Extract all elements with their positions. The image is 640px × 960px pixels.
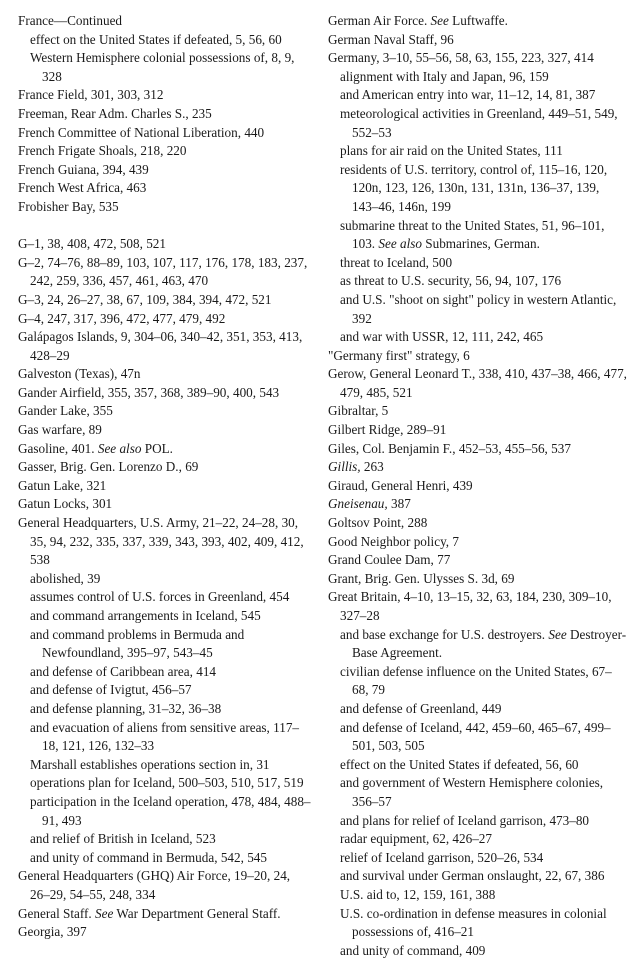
index-subentry: [18, 719, 312, 756]
index-subentry: [328, 291, 628, 328]
entry-text: alignment with Italy and Japan, 96, 159: [340, 68, 549, 84]
index-entry: [18, 384, 312, 403]
index-subentry: [328, 905, 628, 942]
index-subentry: [328, 774, 628, 811]
entry-text: Gasser, Brig. Gen. Lorenzo D., 69: [18, 459, 199, 475]
see-reference: See: [430, 13, 449, 28]
index-entry: [18, 867, 312, 904]
entry-text: relief of Iceland garrison, 520–26, 534: [340, 849, 544, 865]
entry-text: Grant, Brig. Gen. Ulysses S. 3d, 69: [328, 570, 515, 586]
index-entry: [328, 402, 628, 421]
index-entry: [18, 402, 312, 421]
index-entry: [328, 533, 628, 552]
index-subentry: [18, 700, 312, 719]
entry-text: and unity of command, 409: [340, 942, 486, 958]
index-entry: [328, 365, 628, 402]
index-entry: [18, 458, 312, 477]
entry-text: France—Continued: [18, 13, 123, 28]
index-entry: [328, 570, 628, 589]
entry-text: Great Britain, 4–10, 13–15, 32, 63, 184, 230, 309–10, 327–28: [328, 589, 612, 623]
index-subentry: [328, 626, 628, 663]
index-subentry: [18, 626, 312, 663]
index-entry: [328, 12, 628, 31]
index-subentry: [328, 105, 628, 142]
index-entry: [18, 923, 312, 942]
entry-text: Gerow, General Leonard T., 338, 410, 437–38, 466, 477, 479, 485, 521: [328, 366, 627, 400]
entry-text: and relief of British in Iceland, 523: [30, 831, 216, 847]
index-entry: [328, 514, 628, 533]
index-subentry: [328, 812, 628, 831]
entry-text: and command problems in Bermuda and Newfoundland, 395–97, 543–45: [30, 626, 245, 661]
entry-text: Good Neighbor policy, 7: [328, 533, 459, 549]
index-entry: [328, 495, 628, 514]
entry-text: Gander Lake, 355: [18, 403, 113, 419]
entry-text: Giles, Col. Benjamin F., 452–53, 455–56, 537: [328, 440, 571, 456]
entry-text-continued: Submarines, German.: [421, 236, 540, 252]
index-subentry: [18, 588, 312, 607]
index-entry: [328, 347, 628, 366]
entry-text: French Frigate Shoals, 218, 220: [18, 143, 187, 159]
entry-text: G–2, 74–76, 88–89, 103, 107, 117, 176, 178, 183, 237, 242, 259, 336, 457, 461, 463, 470: [18, 254, 308, 289]
index-subentry: [328, 328, 628, 347]
entry-text: Galápagos Islands, 9, 304–06, 340–42, 351, 353, 413, 428–29: [18, 329, 303, 363]
index-subentry: [328, 663, 628, 700]
index-entry: [328, 440, 628, 459]
index-subentry: [328, 161, 628, 217]
entry-text: Gas warfare, 89: [18, 422, 102, 438]
index-entry: [18, 161, 312, 180]
entry-text: French Guiana, 394, 439: [18, 161, 149, 177]
entry-text: radar equipment, 62, 426–27: [340, 831, 492, 847]
index-subentry: [328, 272, 628, 291]
index-entry: [18, 235, 312, 254]
entry-text-continued: Luftwaffe.: [448, 13, 508, 28]
entry-text: "Germany first" strategy, 6: [328, 347, 470, 363]
entry-text: and defense of Greenland, 449: [340, 700, 502, 716]
index-subentry: [18, 756, 312, 775]
index-entry: [328, 49, 628, 68]
index-entry: [18, 124, 312, 143]
entry-text: Frobisher Bay, 535: [18, 198, 119, 214]
entry-text: and plans for relief of Iceland garrison, 473–80: [340, 812, 590, 828]
entry-text: and defense planning, 31–32, 36–38: [30, 700, 222, 716]
entry-text: and U.S. "shoot on sight" policy in western Atlantic, 392: [340, 291, 617, 326]
entry-text: German Air Force.: [328, 13, 428, 28]
entry-ship-name: Gneisenau,: [328, 496, 388, 512]
index-subentry: [18, 774, 312, 793]
entry-text-continued: 387: [387, 496, 411, 512]
entry-text: Gilbert Ridge, 289–91: [328, 422, 447, 438]
entry-text: plans for air raid on the United States, 111: [340, 143, 563, 159]
entry-text: as threat to U.S. security, 56, 94, 107, 176: [340, 273, 562, 289]
index-entry: [18, 198, 312, 217]
entry-text: threat to Iceland, 500: [340, 254, 453, 270]
entry-text: General Headquarters (GHQ) Air Force, 19–20, 24, 26–29, 54–55, 248, 334: [18, 868, 291, 902]
entry-text: and government of Western Hemisphere colonies, 356–57: [340, 775, 604, 809]
index-entry: [18, 514, 312, 570]
entry-text: Gasoline, 401.: [18, 440, 95, 456]
entry-text: Marshall establishes operations section in, 31: [30, 756, 270, 772]
index-subentry: [328, 719, 628, 756]
entry-text-continued: 263: [360, 459, 384, 475]
entry-text: Western Hemisphere colonial possessions of, 8, 9, 328: [30, 50, 295, 84]
entry-text: Gatun Lake, 321: [18, 477, 107, 493]
entry-text: Giraud, General Henri, 439: [328, 477, 473, 493]
entry-text: and American entry into war, 11–12, 14, 81, 387: [340, 87, 596, 103]
entry-text: and defense of Ivigtut, 456–57: [30, 682, 192, 698]
index-subentry: [328, 886, 628, 905]
entry-text: residents of U.S. territory, control of, 115–16, 120, 120n, 123, 126, 130n, 131, 131n, 136–37, 139, 143–46, 146n, 199: [340, 161, 608, 214]
entry-ship-name: Gillis,: [328, 459, 361, 475]
index-entry: [18, 328, 312, 365]
section-gap: [18, 217, 312, 236]
entry-text: Galveston (Texas), 47n: [18, 366, 141, 382]
entry-text: U.S. co-ordination in defense measures in colonial possessions of, 416–21: [340, 905, 607, 940]
entry-text: U.S. aid to, 12, 159, 161, 388: [340, 886, 496, 902]
entry-text: and unity of command in Bermuda, 542, 545: [30, 849, 267, 865]
index-subentry: [328, 942, 628, 960]
entry-text: G–4, 247, 317, 396, 472, 477, 479, 492: [18, 310, 226, 326]
index-subentry: [328, 867, 628, 886]
index-subentry: [18, 31, 312, 50]
index-subentry: [328, 756, 628, 775]
index-subentry: [328, 830, 628, 849]
index-column-left: [18, 12, 312, 942]
index-entry: [18, 254, 312, 291]
index-entry: [18, 440, 312, 459]
entry-text: meteorological activities in Greenland, 449–51, 549, 552–53: [340, 105, 618, 140]
entry-text: submarine threat to the United States, 51, 96–101, 103.: [340, 217, 605, 252]
index-subentry: [18, 830, 312, 849]
see-reference: See also: [97, 440, 142, 456]
index-subentry: [18, 663, 312, 682]
index-entry: [18, 477, 312, 496]
entry-text: G–3, 24, 26–27, 38, 67, 109, 384, 394, 472, 521: [18, 291, 272, 307]
entry-text: General Staff.: [18, 905, 92, 921]
entry-text: and base exchange for U.S. destroyers.: [340, 626, 546, 642]
entry-text: participation in the Iceland operation, 478, 484, 488–91, 493: [30, 793, 311, 828]
entry-text: and war with USSR, 12, 111, 242, 465: [340, 329, 544, 345]
index-entry: [18, 105, 312, 124]
index-entry: [18, 495, 312, 514]
entry-text-continued: Destroyer-Base Agreement.: [352, 626, 627, 661]
index-subentry: [18, 849, 312, 868]
entry-text: and defense of Caribbean area, 414: [30, 663, 217, 679]
entry-text: G–1, 38, 408, 472, 508, 521: [18, 236, 166, 252]
index-entry: [18, 142, 312, 161]
entry-text: Freeman, Rear Adm. Charles S., 235: [18, 105, 212, 121]
index-entry: [18, 421, 312, 440]
entry-text: operations plan for Iceland, 500–503, 510, 517, 519: [30, 775, 304, 791]
entry-text: Georgia, 397: [18, 924, 87, 940]
entry-text: civilian defense influence on the United States, 67–68, 79: [340, 663, 612, 698]
entry-text: Gatun Locks, 301: [18, 496, 113, 512]
index-subentry: [328, 254, 628, 273]
index-entry: [18, 12, 312, 31]
see-reference: See also: [378, 236, 422, 252]
entry-text: Gander Airfield, 355, 357, 368, 389–90, 400, 543: [18, 384, 280, 400]
index-subentry: [328, 86, 628, 105]
index-subentry: [18, 793, 312, 830]
index-subentry: [18, 49, 312, 86]
entry-text: effect on the United States if defeated, 56, 60: [340, 756, 579, 772]
index-subentry: [328, 142, 628, 161]
index-entry: [18, 310, 312, 329]
index-entry: [18, 86, 312, 105]
index-entry: [18, 179, 312, 198]
index-entry: [18, 905, 312, 924]
entry-text: French Committee of National Liberation, 440: [18, 124, 265, 140]
entry-text-continued: War Department General Staff.: [113, 905, 281, 921]
index-subentry: [328, 217, 628, 254]
entry-text: and evacuation of aliens from sensitive areas, 117–18, 121, 126, 132–33: [30, 719, 300, 754]
index-entry: [18, 291, 312, 310]
index-subentry: [328, 849, 628, 868]
entry-text: assumes control of U.S. forces in Greenland, 454: [30, 589, 290, 605]
index-subentry: [328, 68, 628, 87]
entry-text: Gibraltar, 5: [328, 403, 389, 419]
entry-text: French West Africa, 463: [18, 180, 147, 196]
index-column-right: [328, 12, 628, 960]
index-subentry: [18, 570, 312, 589]
index-entry: [328, 31, 628, 50]
see-reference: See: [95, 905, 114, 921]
see-reference: See: [548, 626, 567, 642]
entry-text: General Headquarters, U.S. Army, 21–22, 24–28, 30, 35, 94, 232, 335, 337, 339, 343, 393, 402, 409, 412, 538: [18, 515, 304, 568]
entry-text: and defense of Iceland, 442, 459–60, 465–67, 499–501, 503, 505: [340, 719, 611, 754]
index-subentry: [328, 700, 628, 719]
index-entry: [328, 458, 628, 477]
entry-text: effect on the United States if defeated, 5, 56, 60: [30, 31, 282, 47]
entry-text: and command arrangements in Iceland, 545: [30, 608, 261, 623]
entry-text-continued: POL.: [141, 440, 173, 456]
entry-text: and survival under German onslaught, 22, 67, 386: [340, 868, 605, 884]
index-entry: [328, 421, 628, 440]
index-entry: [328, 551, 628, 570]
entry-text: France Field, 301, 303, 312: [18, 87, 164, 103]
index-subentry: [18, 681, 312, 700]
index-entry: [18, 365, 312, 384]
entry-text: Goltsov Point, 288: [328, 515, 428, 531]
index-entry: [328, 588, 628, 625]
entry-text: abolished, 39: [30, 570, 101, 586]
entry-text: German Naval Staff, 96: [328, 31, 454, 47]
index-entry: [328, 477, 628, 496]
entry-text: Germany, 3–10, 55–56, 58, 63, 155, 223, 327, 414: [328, 50, 594, 66]
entry-text: Grand Coulee Dam, 77: [328, 552, 451, 568]
index-subentry: [18, 607, 312, 626]
